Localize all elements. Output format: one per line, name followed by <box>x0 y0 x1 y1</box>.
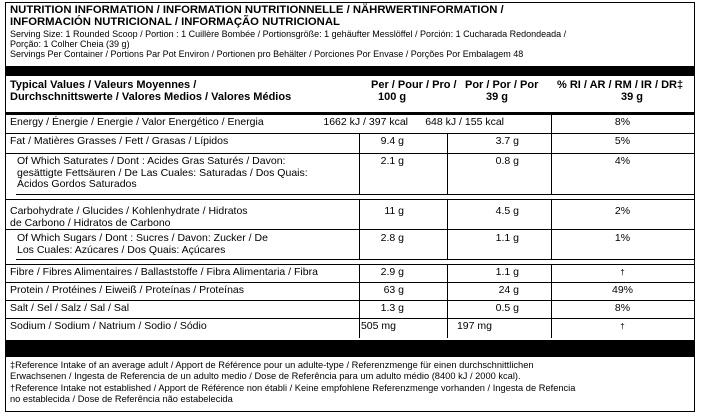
value-per-serving: 1.1 g <box>495 266 519 278</box>
typical-values-header-1: Typical Values / Valeurs Moyennes / <box>10 79 197 91</box>
nutrient-name: Salt / Sel / Salz / Sal / Sal <box>10 302 130 314</box>
column-divider <box>447 265 448 282</box>
value-per-serving: 0.8 g <box>495 155 519 167</box>
title-line-1: NUTRITION INFORMATION / INFORMATION NUTRITIONNELLE / NÄHRWERTINFORMATION / <box>10 4 504 16</box>
value-per-100g: 2.1 g <box>380 155 404 167</box>
nutrient-name: Sodium / Sodium / Natrium / Sodio / Sódio <box>10 320 207 332</box>
footnote-ri-line-1: ‡Reference Intake of an average adult / Apport de Référence pour un adulte-type / Referenzmenge für einen durchschnittlichen <box>10 360 534 370</box>
table-row-salt <box>6 301 694 319</box>
column-divider <box>447 319 448 338</box>
servings-per-container: Servings Per Container / Portions Par Pot Environ / Portionen pro Behälter / Porciones Por Envase / Porções Por Embalagem 48 <box>10 49 524 59</box>
value-per-100g: 505 mg <box>360 320 396 332</box>
table-row-carbohydrate <box>6 199 694 230</box>
value-per-100g: 2.8 g <box>380 232 404 244</box>
column-divider <box>359 154 360 194</box>
nutrient-name: Carbohydrate / Glucides / Kohlenhydrate / Hidratos de Carbono / Hidratos de Carbono <box>10 205 248 229</box>
column-divider <box>447 154 448 194</box>
nutrient-name: Protein / Protéines / Eiweiß / Proteínas / Proteínas <box>10 284 245 296</box>
ri-header-1: % RI / AR / RM / IR / DR‡ <box>557 79 684 91</box>
value-per-100g: 63 g <box>383 284 404 296</box>
ri-value: 4% <box>614 155 631 167</box>
ri-value: 2% <box>614 205 631 217</box>
serving-size-line-2: Porção: 1 Colher Cheia (39 g) <box>10 39 130 49</box>
footnote-nr-line-2: no establecida / Dose de Referência não estabelecida <box>10 394 233 404</box>
top-divider-bar <box>6 66 694 76</box>
value-per-serving: 0.5 g <box>495 302 519 314</box>
bottom-divider-bar <box>6 340 694 357</box>
value-per-100g: 1.3 g <box>380 302 404 314</box>
value-per-100g: 11 g <box>384 205 404 217</box>
value-per-serving: 3.7 g <box>495 135 519 147</box>
table-row-sugars <box>16 230 694 260</box>
nutrient-name: Energy / Énergie / Energie / Valor Energético / Energia <box>10 116 264 128</box>
column-divider <box>359 230 360 259</box>
typical-values-header-2: Durchschnittswerte / Valores Medios / Valores Médios <box>10 91 292 103</box>
column-divider <box>359 200 360 229</box>
value-per-100g: 1662 kJ / 397 kcal <box>323 116 408 128</box>
column-divider <box>359 134 360 153</box>
value-per-100g: 9.4 g <box>380 135 404 147</box>
nutrient-name: Of Which Sugars / Dont : Sucres / Davon: Zucker / De Los Cuales: Azúcares / Dos Quais: Açúcares <box>17 232 268 256</box>
column-divider <box>447 230 448 259</box>
value-per-serving: 24 g <box>498 284 519 296</box>
nutrition-label <box>5 2 695 412</box>
table-row-protein <box>6 283 694 301</box>
value-per-serving: 648 kJ / 155 kcal <box>425 116 504 128</box>
per-100g-header-2: 100 g <box>378 91 407 103</box>
column-divider <box>359 301 360 318</box>
serving-size-line-1: Serving Size: 1 Rounded Scoop / Portion : 1 Cuillère Bombée / Portionsgröße: 1 gehäufter Messlöffel / Porción: 1 Cucharada Redondeada / <box>10 29 567 39</box>
footnote-nr-line-1: †Reference Intake not established / Apport de Référence non établi / Keine empfohlene Referenzmenge vorhanden / Ingesta de Refencia <box>10 383 576 393</box>
nutrient-name: Fibre / Fibres Alimentaires / Ballaststoffe / Fibra Alimentaria / Fibra <box>10 266 318 278</box>
ri-value: 8% <box>614 116 631 128</box>
per-serving-header-2: 39 g <box>486 91 509 103</box>
value-per-100g: 2.9 g <box>380 266 404 278</box>
ri-value: 49% <box>611 284 633 296</box>
ri-value: † <box>620 268 625 277</box>
table-row-sodium <box>6 319 694 338</box>
column-headers <box>6 79 694 109</box>
column-divider <box>447 283 448 300</box>
footnote-ri-line-2: Erwachsenen / Ingesta de Referencia de un adulto medio / Dose de Referência para um adulto médio (8400 kJ / 2000 kcal). <box>10 371 521 381</box>
nutrient-name: Fat / Matières Grasses / Fett / Grasas / Lípidos <box>10 135 229 147</box>
column-divider <box>447 134 448 153</box>
column-divider <box>359 265 360 282</box>
column-divider <box>359 319 360 338</box>
per-100g-header-1: Per / Pour / Pro / <box>371 79 457 91</box>
nutrient-name: Of Which Saturates / Dont : Acides Gras Saturés / Davon: gesättigte Fettsäuren / De Las Cuales: Saturadas / Dos Quais: Ácidos Gordos Saturados <box>17 155 308 190</box>
value-per-serving: 1.1 g <box>495 232 519 244</box>
table-row-saturates <box>16 154 694 195</box>
ri-value: 1% <box>614 232 631 244</box>
ri-value: † <box>620 322 625 331</box>
table-row-fat <box>6 134 694 154</box>
per-serving-header-1: Por / Por / Por <box>465 79 539 91</box>
ri-header-2: 39 g <box>621 91 644 103</box>
title-line-2: INFORMACIÓN NUTRICIONAL / INFORMAÇÃO NUTRICIONAL <box>10 16 340 28</box>
value-per-serving: 197 mg <box>456 320 492 332</box>
column-divider <box>359 283 360 300</box>
ri-value: 5% <box>614 135 631 147</box>
column-divider <box>447 301 448 318</box>
ri-value: 8% <box>614 302 631 314</box>
table-row-fibre <box>6 264 694 283</box>
value-per-serving: 4.5 g <box>495 205 519 217</box>
column-divider <box>447 200 448 229</box>
table-row-energy <box>6 115 694 134</box>
